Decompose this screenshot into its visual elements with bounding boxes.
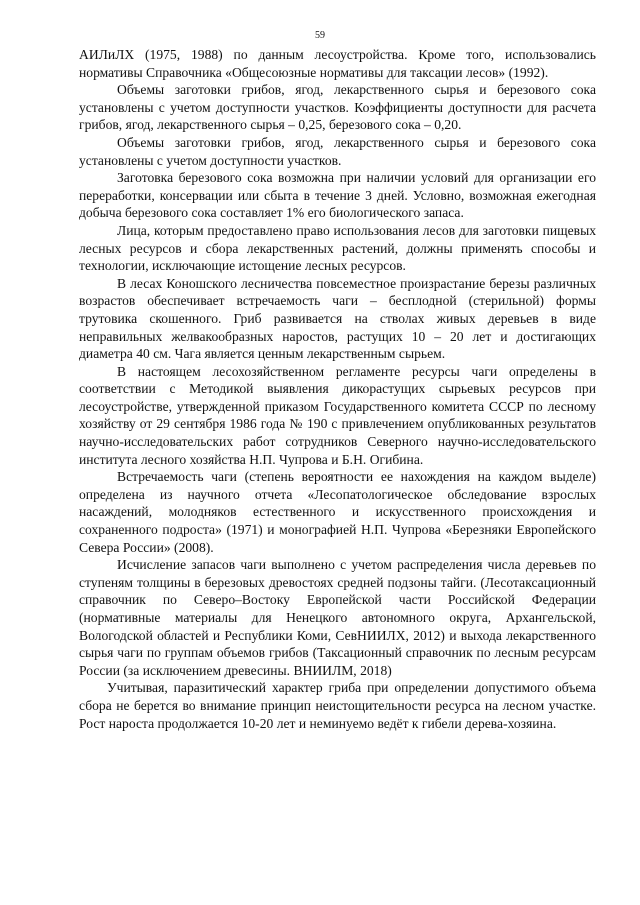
paragraph-2: Объемы заготовки грибов, ягод, лекарственного сырья и березового сока установлены с учетом доступности участков. Коэффициенты доступности для расчета грибов, ягод, лекарственного сырья – 0,25, березового сока – 0,20. bbox=[79, 82, 596, 133]
paragraph-7: В настоящем лесохозяйственном регламенте ресурсы чаги определены в соответствии с Методикой выявления дикорастущих сырьевых ресурсов при лесоустройстве, утвержденной приказом Государственного комитета СССР по лесному хозяйству от 29 сентября 1986 года № 190 с привлечением опубликованных результатов научно-исследовательских работ сотрудников Северного научно-исследовательского института лесного хозяйства Н.П. Чупрова и Б.Н. Огибина. bbox=[79, 363, 596, 467]
paragraph-5: Лица, которым предоставлено право использования лесов для заготовки пищевых лесных ресурсов и сбора лекарственных растений, должны применять способы и технологии, исключающие истощение лесных ресурсов. bbox=[79, 222, 596, 274]
page-number: 59 bbox=[315, 30, 325, 41]
paragraph-10: Учитывая, паразитический характер гриба при определении допустимого объема сбора не берется во внимание принцип неистощительности ресурса на лесном участке. Рост нароста продолжается 10-20 лет и неминуемо ведёт к гибели дерева-хозяина. bbox=[79, 680, 596, 731]
paragraph-9: Исчисление запасов чаги выполнено с учетом распределения числа деревьев по ступеням толщины в березовых древостоях средней подзоны тайги. (Лесотаксационный справочник по Северо–Востоку Европейской части Российской Федерации (нормативные материалы для Ненецкого автономного округа, Архангельской, Вологодской областей и Республики Коми, СевНИИЛХ, 2012) и выхода лекарственного сырья чаги по группам объемов грибов (Таксационный справочник по лесным ресурсам России (за исключением древесины. ВНИИЛМ, 2018) bbox=[79, 557, 596, 678]
paragraph-4: Заготовка березового сока возможна при наличии условий для организации его переработки, консервации или сбыта в течение 3 дней. Условно, возможная ежегодная добыча березового сока составляет 1% его биологического запаса. bbox=[79, 170, 596, 221]
paragraph-3: Объемы заготовки грибов, ягод, лекарственного сырья и березового сока установлены с учетом доступности участков. bbox=[79, 134, 596, 168]
body-text bbox=[79, 46, 596, 732]
paragraph-1: АИЛиЛХ (1975, 1988) по данным лесоустройства. Кроме того, использовались нормативы Справочника «Общесоюзные нормативы для таксации лесов» (1992). bbox=[79, 47, 596, 80]
paragraph-8: Встречаемость чаги (степень вероятности ее нахождения на каждом выделе) определена из научного отчета «Лесопатологическое обследование взрослых насаждений, молодняков естественного и искусственного происхождения и сохраненного подроста» (1971) и монографией Н.П. Чупрова «Березняки Европейского Севера России» (2008). bbox=[79, 469, 596, 555]
paragraph-6: В лесах Коношского лесничества повсеместное произрастание березы различных возрастов обеспечивает встречаемость чаги – бесплодной (стерильной) формы трутовика скошенного. Гриб развивается на стволах живых деревьев в виде неправильных желвакообразных наростов, растущих 10 – 20 лет и достигающих диаметра 40 см. Чага является ценным лекарственным сырьем. bbox=[79, 275, 596, 362]
